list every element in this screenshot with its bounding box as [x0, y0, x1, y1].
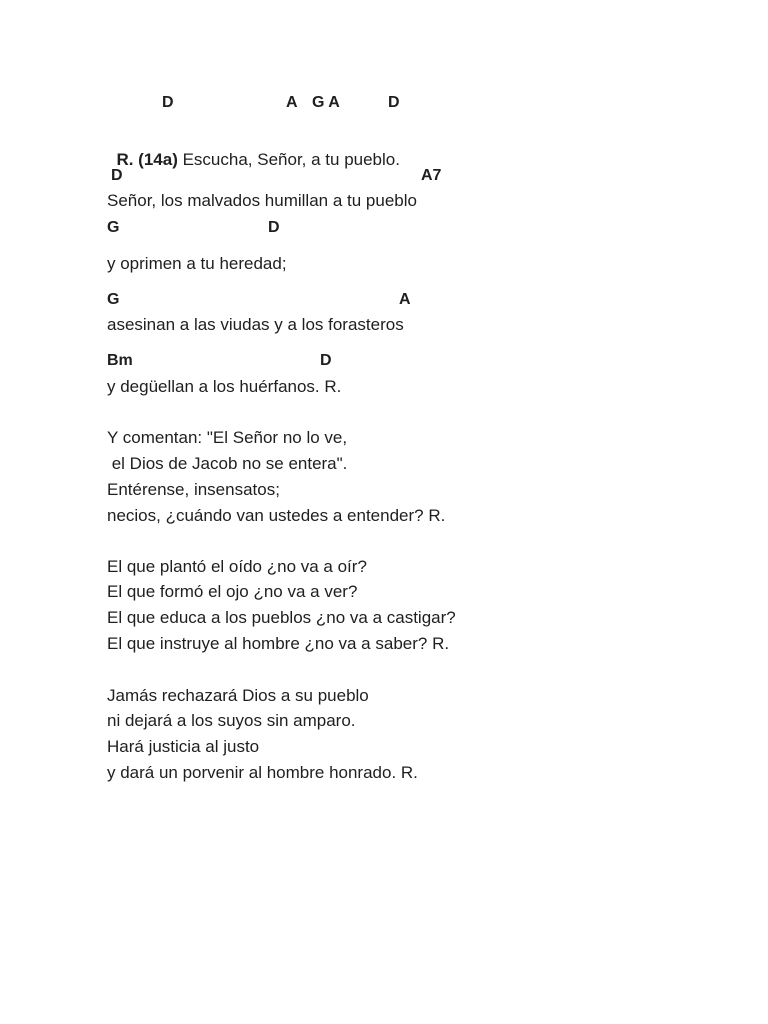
chord-line-1: [107, 93, 507, 113]
chord: G: [107, 291, 120, 308]
chord: Bm: [107, 352, 133, 369]
verse-line: necios, ¿cuándo van ustedes a entender? R.: [107, 506, 446, 525]
chord: G: [107, 219, 120, 236]
refrain-line: [107, 130, 400, 170]
verse-line: Y comentan: "El Señor no lo ve,: [107, 428, 348, 447]
verse-line: El que plantó el oído ¿no va a oír?: [107, 557, 367, 576]
verse-line: Hará justicia al justo: [107, 737, 260, 756]
chord: A7: [421, 167, 442, 184]
chord-line-4: [107, 290, 507, 310]
verse-line: El que formó el ojo ¿no va a ver?: [107, 582, 358, 601]
chord-line-3: [107, 218, 507, 238]
refrain-text: Escucha, Señor, a tu pueblo.: [177, 150, 400, 169]
verse-line: ni dejará a los suyos sin amparo.: [107, 711, 356, 730]
chord: A: [399, 291, 411, 308]
verse-line: y degüellan a los huérfanos. R.: [107, 377, 342, 396]
verse-line: Entérense, insensatos;: [107, 480, 280, 499]
chord: D: [320, 352, 332, 369]
chord: D: [388, 94, 400, 111]
chord: A: [286, 94, 298, 111]
chord: D: [162, 94, 174, 111]
chord: D: [111, 167, 123, 184]
verse-line: El que instruye al hombre ¿no va a saber? R.: [107, 634, 450, 653]
refrain-tag: R. (14a): [116, 150, 178, 169]
chord-line-5: [107, 351, 507, 371]
verse-line: y dará un porvenir al hombre honrado. R.: [107, 763, 418, 782]
verse-line: Jamás rechazará Dios a su pueblo: [107, 686, 369, 705]
chord: G A: [312, 94, 340, 111]
chord-line-2: [107, 166, 507, 186]
verse-line: el Dios de Jacob no se entera".: [107, 454, 348, 473]
verse-line: asesinan a las viudas y a los forasteros: [107, 315, 404, 334]
chord: D: [268, 219, 280, 236]
verse-line: y oprimen a tu heredad;: [107, 254, 287, 273]
verse-line: El que educa a los pueblos ¿no va a castigar?: [107, 608, 456, 627]
verse-line: Señor, los malvados humillan a tu pueblo: [107, 191, 417, 210]
